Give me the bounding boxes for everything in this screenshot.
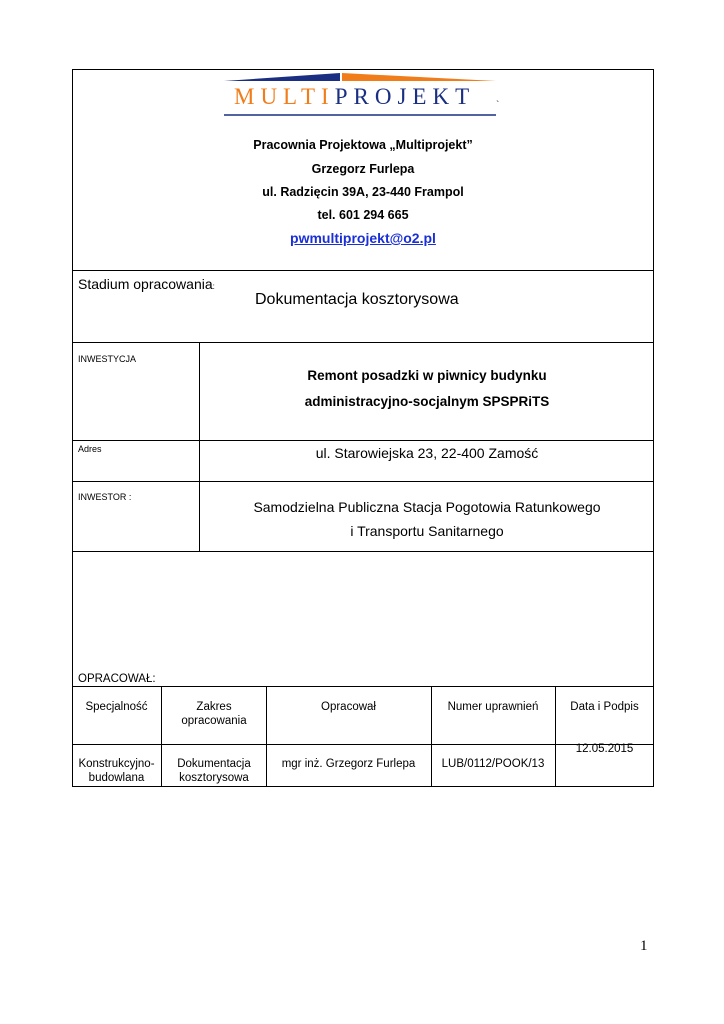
logo-multi: MULTI <box>234 84 335 109</box>
stage-value: Dokumentacja kosztorysowa <box>255 291 459 308</box>
stage-label-suffix: : <box>212 282 215 291</box>
table-cell-scope: Dokumentacja kosztorysowa <box>177 758 251 784</box>
logo-mark: ` <box>496 100 500 111</box>
investment-line1: Remont posadzki w piwnicy budynku <box>307 368 547 383</box>
logo-wordmark <box>234 84 475 110</box>
stage-label-wrap <box>78 276 215 292</box>
divider <box>72 270 654 271</box>
table-cell-license: LUB/0112/POOK/13 <box>441 758 545 770</box>
investor-label: INWESTOR : <box>78 492 132 502</box>
document-frame <box>72 69 654 787</box>
table-header-author: Opracował <box>321 701 376 713</box>
address-label: Adres <box>78 444 102 454</box>
logo-projekt: PROJEKT <box>334 84 476 109</box>
investor-line2: i Transportu Sanitarnego <box>350 523 504 539</box>
investment-label: INWESTYCJA <box>78 354 137 364</box>
page-number: 1 <box>640 938 648 954</box>
divider <box>72 342 654 343</box>
table-header-scope: Zakres opracowania <box>181 701 247 727</box>
table-cell-author: mgr inż. Grzegorz Furlepa <box>281 758 416 770</box>
firm-owner: Grzegorz Furlepa <box>311 162 415 176</box>
firm-email-link[interactable]: pwmultiprojekt@o2.pl <box>290 230 436 246</box>
divider <box>72 551 654 552</box>
investor-line1: Samodzielna Publiczna Stacja Pogotowia Ratunkowego <box>253 499 601 515</box>
table-header-license: Numer uprawnień <box>447 701 539 713</box>
divider <box>72 481 654 482</box>
stage-label: Stadium opracowania <box>78 276 213 292</box>
table-cell-specialty: Konstrukcyjno-budowlana <box>78 758 155 784</box>
prepared-label: OPRACOWAŁ: <box>78 673 156 685</box>
firm-address: ul. Radzięcin 39A, 23-440 Frampol <box>262 185 464 199</box>
table-cell-date: 12.05.2015 <box>575 743 634 755</box>
investment-line2: administracyjno-socjalnym SPSPRiTS <box>304 394 550 409</box>
firm-phone: tel. 601 294 665 <box>317 208 409 222</box>
divider <box>72 440 654 441</box>
firm-name: Pracownia Projektowa „Multiprojekt” <box>253 138 473 152</box>
table-header-date: Data i Podpis <box>570 701 639 713</box>
table-header-specialty: Specjalność <box>85 701 148 713</box>
address-value: ul. Starowiejska 23, 22-400 Zamość <box>315 445 539 461</box>
